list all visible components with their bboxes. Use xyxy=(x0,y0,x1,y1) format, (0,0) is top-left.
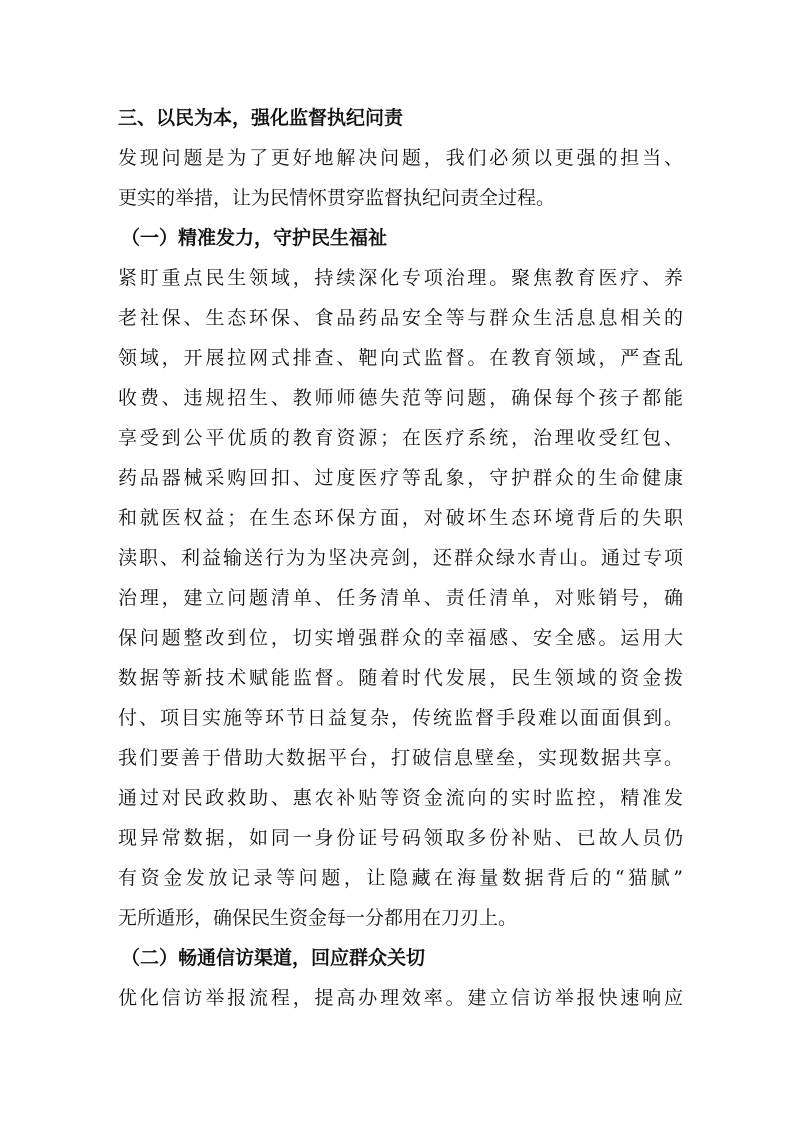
paragraph-line: 渎职、利益输送行为为坚决亮剑，还群众绿水青山。通过专项 xyxy=(118,547,683,569)
paragraph-line: 我们要善于借助大数据平台，打破信息壁垒，实现数据共享。 xyxy=(118,747,683,769)
paragraph-line: 紧盯重点民生领域，持续深化专项治理。聚焦教育医疗、养 xyxy=(118,267,683,289)
paragraph-line: 享受到公平优质的教育资源；在医疗系统，治理收受红包、 xyxy=(118,427,683,449)
paragraph-line: 老社保、生态环保、食品药品安全等与群众生活息息相关的 xyxy=(118,307,683,329)
document-body xyxy=(118,98,683,1018)
section-heading: 三、以民为本，强化监督执纪问责 xyxy=(118,107,404,129)
paragraph-line: 无所遁形，确保民生资金每一分都用在刀刃上。 xyxy=(118,907,518,929)
paragraph-line: 收费、违规招生、教师师德失范等问题，确保每个孩子都能 xyxy=(118,387,683,409)
paragraph-line: 更实的举措，让为民情怀贯穿监督执纪问责全过程。 xyxy=(118,187,556,209)
paragraph-line: 付、项目实施等环节日益复杂，传统监督手段难以面面俱到。 xyxy=(118,707,683,729)
paragraph-line: 发现问题是为了更好地解决问题，我们必须以更强的担当、 xyxy=(118,147,683,169)
paragraph-line: 治理，建立问题清单、任务清单、责任清单，对账销号，确 xyxy=(118,587,683,609)
paragraph-line: 现异常数据，如同一身份证号码领取多份补贴、已故人员仍 xyxy=(118,827,683,849)
subsection-heading: （二）畅通信访渠道，回应群众关切 xyxy=(121,947,426,969)
paragraph-line: 优化信访举报流程，提高办理效率。建立信访举报快速响应 xyxy=(118,987,683,1009)
paragraph-line: 和就医权益；在生态环保方面，对破坏生态环境背后的失职 xyxy=(118,507,683,529)
paragraph-line: 领域，开展拉网式排查、靶向式监督。在教育领域，严查乱 xyxy=(118,347,683,369)
subsection-heading: （一）精准发力，守护民生福祉 xyxy=(121,227,388,249)
paragraph-line: 有资金发放记录等问题，让隐藏在海量数据背后的“猫腻” xyxy=(118,867,683,889)
paragraph-line: 数据等新技术赋能监督。随着时代发展，民生领域的资金拨 xyxy=(118,667,683,689)
paragraph-line: 药品器械采购回扣、过度医疗等乱象，守护群众的生命健康 xyxy=(118,467,683,489)
paragraph-line: 保问题整改到位，切实增强群众的幸福感、安全感。运用大 xyxy=(118,627,683,649)
paragraph-line: 通过对民政救助、惠农补贴等资金流向的实时监控，精准发 xyxy=(118,787,683,809)
